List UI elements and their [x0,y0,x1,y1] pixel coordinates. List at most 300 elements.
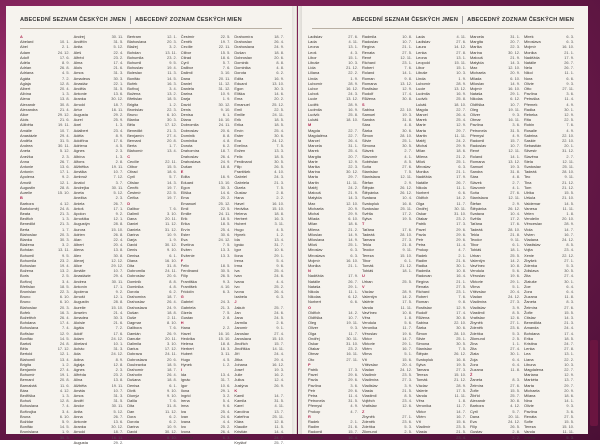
name-date: 14. 2. [456,195,466,201]
name-date: 28. 10. [508,226,520,232]
name-text: Z [362,408,365,414]
name-text: P [308,361,311,367]
name-date: 6. 3. [458,164,466,170]
name-text: Oldřich [308,309,321,315]
name-text: Alois [20,117,29,123]
name-text: Bohdan [20,247,34,253]
name-text: Denis [127,247,138,253]
name-date: 21. 1. [456,169,466,175]
name-text: Blanka [20,236,32,242]
name-text: Amadea [73,314,89,320]
name-text: E [180,169,184,175]
name-text: Soňa [362,164,372,170]
name-text: Danuše [127,335,141,341]
name-date: 9. 8. [458,299,466,305]
name-date: 10. 8. [510,262,520,268]
name-text: Radek [416,252,428,258]
name-date: 17. 6. [510,221,520,227]
name-text: Benedikt [127,127,143,133]
name-text: Romana [362,80,377,86]
name-text: Urban [362,278,373,284]
name-date: 29. 6. [456,231,466,237]
name-text: Vratislav [470,314,485,320]
name-text: Miloslav [470,80,485,86]
name-text: Dalimila [127,340,142,346]
name-date: 20. 6. [167,273,177,279]
name-text: René [470,148,480,154]
name-date: 17. 6. [59,54,70,60]
name-text: Stanislava [470,195,488,201]
name-date: 10. 1. [59,39,70,45]
name-date: 21. 6. [113,65,124,71]
name-text: Božidar [20,419,34,425]
name-text: Naděžda [416,174,432,180]
name-date: 27. 11. [346,356,358,362]
name-date: 25. 1. [402,138,412,144]
name-date: 25. 8. [348,112,358,118]
name-text: Adolf [20,54,29,60]
name-date: 17. 4. [59,320,70,326]
name-date: 14. 1. [564,398,574,404]
name-date: 2. 2. [276,195,284,201]
name-date: 20. 2. [274,96,284,102]
name-text: Aniela [73,200,85,206]
name-date: 14. 3. [348,195,358,201]
name-date: 26. 5. [220,273,231,279]
name-date: 13. 4. [59,356,70,362]
name-date: 22. 10. [454,320,466,326]
name-text: Aleš [73,49,82,55]
name-date: 26. 12. [400,190,412,196]
name-date: 22. 3. [59,288,70,294]
header-title-sk: ABECEDNÝ ZOZNAM ČESKÝCH MIEN [135,17,242,23]
name-text: Sabina [362,106,375,112]
name-date: 13. 7. [564,377,574,383]
name-date: 6. 3. [566,39,574,45]
name-date: 13. 11. [165,49,177,55]
name-text: Markéta [524,377,539,383]
name-text: Slavomír [470,184,486,190]
name-date: 31. 7. [220,377,231,383]
name-text: Bořivojka [20,408,37,414]
name-date: 27. 1. [564,257,574,263]
name-text: Dobroslav [180,127,199,133]
name-date: 17. 6. [113,330,124,336]
name-date: 13. 1. [348,44,358,50]
name-text: Vanda [362,304,373,310]
name-date: 26. 7. [564,60,574,66]
name-date: 7. 5. [458,346,466,352]
name-text: Havel [234,200,245,206]
name-text: Marie [416,122,426,128]
name-text: Vladimíra [362,377,379,383]
name-text: Marek [308,148,319,154]
name-text: Antonín [73,283,88,289]
name-date: 21. 4. [113,309,124,315]
name-text: Apolena [73,288,88,294]
name-date: 21. 5. [402,387,412,393]
name-date: 21. 4. [59,106,70,112]
name-date: 6. 10. [167,112,177,118]
name-text: Bonifác [20,335,33,341]
name-text: Vlastislav [524,242,541,248]
name-date: 9. 3. [566,80,574,86]
name-date: 12. 9. [402,86,412,92]
name-text: Zdeněk [362,419,375,425]
name-text: Denisa [127,382,140,388]
name-text: Dita [127,262,135,268]
name-text: Štefan [362,179,374,185]
name-text: Nikol [524,70,533,76]
name-date: 26. 8. [59,65,70,71]
name-date: 10. 8. [402,34,412,39]
name-text: Vojtěch [416,434,429,440]
name-date: 22. 5. [167,190,177,196]
name-text: Petra [416,242,426,248]
name-text: Antonín [20,169,34,175]
name-date: 24. 9. [167,304,177,310]
name-text: Robert [416,294,428,300]
name-date: 18. 6. [348,221,358,227]
name-text: Lenka [524,346,535,352]
name-date: 6. 3. [350,247,358,253]
name-text: Jaromír [234,325,248,331]
name-text: Dora [127,413,136,419]
name-text: Karolína [234,408,249,414]
name-text: Magda [308,127,320,133]
name-text: Zdenka [524,262,537,268]
name-date: 11. 6. [60,382,70,388]
name-text: Miloslav [308,231,323,237]
name-date: 9. 3. [566,403,574,409]
name-date: 12. 6. [510,314,520,320]
name-date: 12. 9. [564,112,574,118]
name-date: 10. 7. [113,387,124,393]
name-date: 9. 5. [62,252,70,258]
name-date: 5. 1. [512,283,520,289]
name-date: 29. 1. [402,340,412,346]
name-text: Ondřej [416,205,428,211]
name-date: 24. 11. [218,210,231,216]
name-date: 24. 11. [218,122,231,128]
name-date: 4. 8. [169,283,177,289]
name-text: Pavlína [524,91,537,97]
name-date: 8. 9. [62,60,70,66]
name-text: Drahoslav [127,299,145,305]
name-text: Gabriel [234,174,247,180]
name-date: 25. 1. [456,158,466,164]
name-date: 1. 9. [458,75,466,81]
name-date: 1. 2. [222,361,231,367]
name-text: Romana [470,158,485,164]
name-text: Gabriel [180,299,194,305]
name-date: 28. 10. [400,132,412,138]
name-text: Věra [416,398,425,404]
name-date: 26. 9. [274,382,284,388]
name-text: Marcela [470,34,484,39]
name-text: Alfons [73,158,85,164]
name-date: 9. 3. [512,112,520,118]
name-text: Blanka [20,434,32,440]
name-date: 20. 4. [510,288,520,294]
name-text: Karel [234,403,244,409]
name-date: 31. 5. [113,86,124,92]
name-text: Herbert [180,346,194,352]
name-text: Eduard [234,80,247,86]
name-date: 24. 4. [274,351,284,357]
name-date: 29. 1. [348,283,358,289]
name-date: 6. 6. [566,75,574,81]
name-text: H [180,320,184,326]
name-date: 4. 7. [458,247,466,253]
name-date: 30. 11. [454,205,466,211]
name-text: David [180,101,191,107]
name-text: Drahoslav [180,153,199,159]
name-text: Štěpánka [470,205,487,211]
name-date: 1. 3. [62,91,70,97]
name-date: 19. 5. [402,216,412,222]
name-date: 18. 5. [274,117,284,123]
name-text: Alice [20,112,29,118]
name-text: Vladislav [470,304,486,310]
name-date: 28. 10. [454,330,466,336]
name-text: Darius [127,346,139,352]
name-date: 22. 2. [348,70,358,76]
name-date: 2. 7. [566,153,574,159]
name-date: 15. 5. [564,419,574,425]
name-date: 30. 3. [113,75,124,81]
name-text: Arnold [73,429,85,435]
name-text: Anna [73,413,83,419]
name-text: Rudolf [416,309,428,315]
name-date: 11. 11. [400,304,412,310]
name-date: 12. 4. [274,377,284,383]
name-text: Andrea [20,143,33,149]
name-text: Růžena [362,96,376,102]
name-text: Daniela [180,86,194,92]
name-text: Bořivoj [20,278,32,284]
name-text: Růžena [416,314,430,320]
name-text: Anežka [73,195,87,201]
name-date: 20. 4. [402,361,412,367]
name-text: Zita [470,346,477,352]
name-text: Bertold [20,351,33,357]
name-text: Lenka [416,49,427,55]
name-text: Radomil [470,138,485,144]
name-text: Drahoslava [180,158,201,164]
name-text: Tomáš [416,377,428,383]
name-text: Otakar [308,346,320,352]
name-date: 18. 5. [564,335,574,341]
name-date: 13. 2. [59,268,70,274]
name-text: Marika [470,44,482,50]
name-text: Boleslav [127,70,142,76]
name-date: 14. 3. [564,314,574,320]
name-date: 30. 1. [564,278,574,284]
name-date: 10. 7. [402,39,412,45]
name-text: Nina [524,398,533,404]
name-date: 14. 4. [274,429,284,435]
name-date: 23. 5. [402,372,412,378]
name-date: 13. 12. [400,80,412,86]
name-text: Hugo [234,226,244,232]
name-text: Bořivoj [127,86,140,92]
name-text: Anastázie [73,273,91,279]
name-date: 27. 6. [564,304,574,310]
name-date: 20. 6. [167,356,177,362]
name-date: 29. 6. [456,226,466,232]
name-date: 22. 11. [218,44,231,50]
name-date: 31. 1. [510,34,520,39]
name-date: 12. 10. [346,200,358,206]
name-date: 5. 9. [62,419,70,425]
name-date: 13. 3. [220,247,231,253]
name-text: Saskie [524,138,536,144]
name-text: Marie [308,158,318,164]
name-date: 1. 1. [512,340,520,346]
name-text: Drahoslava [127,304,147,310]
name-date: 9. 11. [510,236,520,242]
name-text: Miloslava [308,236,325,242]
name-date: 11. 11. [562,205,574,211]
name-date: 31. 8. [402,117,412,123]
name-text: Viktorie [362,340,375,346]
name-date: 18. 7. [167,294,177,300]
name-text: Marina [308,169,320,175]
name-date: 21. 3. [274,179,284,185]
name-text: Bruno [127,112,138,118]
name-text: J [234,299,237,305]
name-text: Luděk [308,101,319,107]
name-date: 13. 4. [220,372,231,378]
name-text: Max [470,65,478,71]
name-text: Filip [180,273,188,279]
name-entry [416,435,466,440]
name-date: 11. 7. [402,325,412,331]
name-date: 23. 1. [456,288,466,294]
name-text: Vratislav [362,403,377,409]
name-date: 25. 4. [456,117,466,123]
name-column [470,34,520,440]
name-date: 6. 10. [59,413,70,419]
name-text: Jindřiška [234,346,250,352]
name-date: 24. 12. [57,49,70,55]
name-text: Amáta [73,387,85,393]
name-date: 4. 10. [274,169,284,175]
name-date: 13. 6. [113,419,124,425]
name-text: Adrian [20,65,32,71]
name-text: Filip [234,164,242,170]
name-text: Zbyšek [524,257,537,263]
name-column [127,34,177,440]
name-text: Sabina [416,320,429,326]
name-date: 3. 10. [167,210,177,216]
name-date: 29. 6. [456,236,466,242]
name-date: 16. 8. [456,356,466,362]
header-separator [130,16,131,24]
name-text: Svatoslav [524,164,541,170]
name-date: 22. 12. [562,252,574,258]
name-text: Lea [524,351,531,357]
name-date: 20. 3. [59,304,70,310]
name-text: Radim [308,424,320,430]
name-date: 12. 9. [59,330,70,336]
name-date: 2. 9. [512,200,520,206]
name-date: 9. 2. [115,210,124,216]
name-text: Běla [20,346,28,352]
name-date: 11. 12. [165,221,177,227]
name-date: 4. 5. [276,226,284,232]
name-date: 30. 12. [218,101,231,107]
name-text: Matěj [308,184,318,190]
name-text: Jitka [234,356,243,362]
name-date: 2. 7. [404,148,412,154]
name-entry [127,435,177,440]
name-date: 5. 3. [404,424,412,430]
name-date: 31. 12. [562,148,574,154]
name-date: 16. 10. [164,257,177,263]
name-entry [74,440,124,445]
name-date: 16. 12. [272,361,284,367]
name-text: Bernard [20,377,34,383]
name-text: Přemysl [470,132,485,138]
name-text: Ada [73,351,81,357]
name-date: 11. 11. [454,393,466,399]
name-text: Denisa [180,112,193,118]
name-date: 25. 2. [220,424,231,430]
name-date: 15. 10. [272,335,284,341]
name-text: Evžen [180,247,192,253]
name-date: 27. 3. [510,299,520,305]
name-text: Věra [362,314,371,320]
name-text: Libor [416,65,425,71]
name-text: Lada [308,39,317,45]
name-text: Renata [416,283,429,289]
name-text: Vanda [416,393,427,399]
name-date: 19. 11. [111,382,124,388]
name-date: 4. 8. [276,65,284,71]
name-text: Bronislav [20,288,37,294]
name-date: 14. 9. [510,80,520,86]
name-text: Helena [180,340,194,346]
name-date: 27. 3. [402,236,412,242]
name-date: 16. 10. [508,86,520,92]
name-date: 20. 11. [165,335,177,341]
name-text: Alma [73,60,83,66]
name-date: 15. 10. [400,252,412,258]
name-text: Irma [234,262,243,268]
name-date: 8. 3. [566,299,574,305]
name-text: Vilém [362,346,372,352]
name-text: Ladislav [416,39,431,45]
name-date: 21. 2. [348,226,358,232]
name-text: Přemysl [308,403,323,409]
name-date: 26. 4. [456,112,466,118]
name-date: 6. 4. [512,356,520,362]
name-text: Bruna [20,413,31,419]
name-text: Vanda [524,429,535,435]
name-date: 10. 4. [510,210,520,216]
name-text: Richard [416,288,430,294]
name-date: 21. 5. [456,429,466,435]
name-date: 22. 7. [564,367,574,372]
name-text: M [308,122,312,128]
name-date: 24. 12. [272,138,284,144]
name-text: Radovan [308,434,324,440]
name-text: Olivie [524,80,534,86]
name-text: Michal [416,143,428,149]
name-date: 14. 3. [510,60,520,66]
